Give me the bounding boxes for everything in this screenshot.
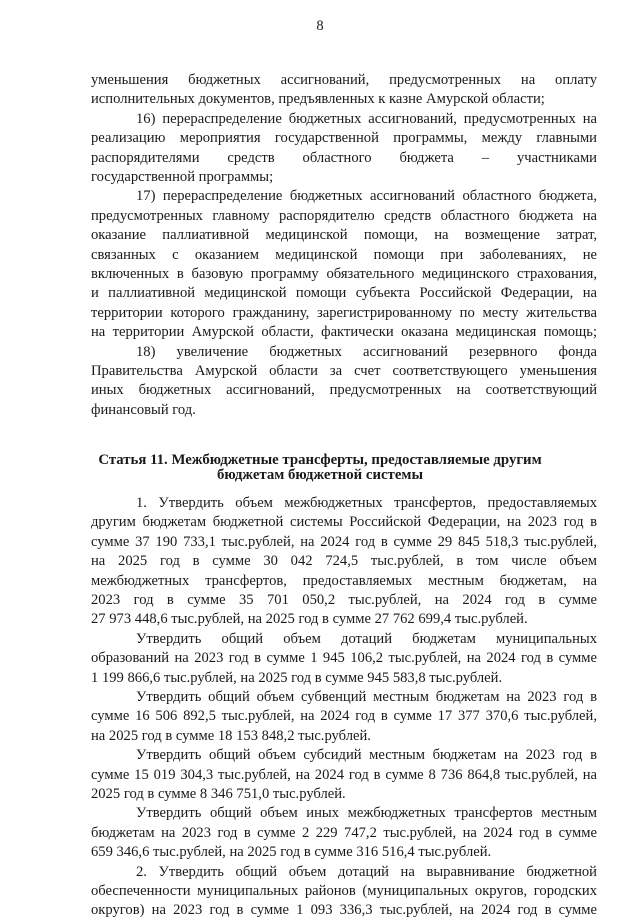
text-line: на 2025 год в сумме 18 153 848,2 тыс.рублей. — [91, 727, 371, 744]
text-line: межбюджетных трансфертов, предоставляемых местным бюджетам, на — [91, 572, 597, 589]
text-line: 18) увеличение бюджетных ассигнований резервного фонда — [136, 343, 597, 360]
text-line: бюджетам на 2023 год в сумме 2 229 747,2 тыс.рублей, на 2024 год в сумме — [91, 824, 597, 841]
text-line: Правительства Амурской области за счет соответствующего уменьшения — [91, 363, 597, 379]
text-line: сумме 37 190 733,1 тыс.рублей, на 2024 год в сумме 29 845 518,3 тыс.рублей, — [91, 533, 597, 550]
text-line: распорядителями средств областного бюджета – участниками — [91, 149, 597, 166]
text-line: оказание паллиативной медицинской помощи, на возмещение затрат, — [91, 227, 597, 244]
text-line: 1 199 866,6 тыс.рублей, на 2025 год в сумме 945 583,8 тыс.рублей. — [91, 669, 503, 686]
text-line: 17) перераспределение бюджетных ассигнований областного бюджета, — [136, 188, 597, 205]
text-line: Утвердить общий объем иных межбюджетных трансфертов местным — [136, 805, 597, 822]
text-line: реализацию мероприятия государственной программы, между главными — [91, 130, 597, 147]
text-line: и паллиативной медицинской помощи субъекта Российской Федерации, на — [91, 285, 597, 302]
text-line: исполнительных документов, предъявленных к казне Амурской области; — [91, 91, 545, 108]
article-title: Статья 11. Межбюджетные трансферты, предоставляемые другим — [98, 452, 542, 468]
text-line: 2. Утвердить общий объем дотаций на выравнивание бюджетной — [136, 863, 597, 880]
page-number: 8 — [316, 18, 324, 34]
text-line: уменьшения бюджетных ассигнований, предусмотренных на оплату — [91, 72, 597, 88]
text-line: 1. Утвердить объем межбюджетных трансфертов, предоставляемых — [136, 495, 597, 511]
text-line: округов) на 2023 год в сумме 1 093 336,3 тыс.рублей, на 2024 год в сумме — [91, 902, 597, 919]
text-line: Утвердить общий объем дотаций бюджетам муниципальных — [136, 630, 597, 647]
text-line: сумме 15 019 304,3 тыс.рублей, на 2024 год в сумме 8 736 864,8 тыс.рублей, на — [91, 766, 597, 783]
text-line: 2025 год в сумме 8 346 751,0 тыс.рублей. — [91, 786, 346, 802]
text-line: территории которого гражданину, зарегистрированному по месту жительства — [91, 304, 597, 321]
text-line: 16) перераспределение бюджетных ассигнований, предусмотренных на — [136, 110, 597, 127]
text-line: 27 973 448,6 тыс.рублей, на 2025 год в сумме 27 762 699,4 тыс.рублей. — [91, 611, 528, 628]
text-line: на 2025 год в сумме 30 042 724,5 тыс.рублей, в том числе объем — [91, 553, 597, 570]
text-line: сумме 16 506 892,5 тыс.рублей, на 2024 год в сумме 17 377 370,6 тыс.рублей, — [91, 708, 597, 725]
text-line: финансовый год. — [91, 401, 196, 418]
text-line: образований на 2023 год в сумме 1 945 106,2 тыс.рублей, на 2024 год в сумме — [91, 650, 597, 667]
text-line: на территории Амурской области, фактически оказана медицинская помощь; — [91, 324, 597, 341]
text-line: связанных с оказанием медицинской помощи при заболеваниях, не — [91, 246, 597, 263]
text-line: обеспеченности муниципальных районов (муниципальных округов, городских — [91, 883, 597, 899]
text-line: Утвердить общий объем субсидий местным бюджетам на 2023 год в — [136, 747, 597, 764]
text-line: другим бюджетам бюджетной системы Российской Федерации, на 2023 год в — [91, 514, 597, 531]
text-line: Утвердить общий объем субвенций местным бюджетам на 2023 год в — [136, 689, 597, 705]
text-line: предусмотренных главному распорядителю средств областного бюджета на — [91, 207, 597, 224]
text-line: включенных в базовую программу обязательного медицинского страхования, — [91, 266, 597, 282]
text-line: 2023 год в сумме 35 701 050,2 тыс.рублей, на 2024 год в сумме — [91, 592, 597, 608]
text-line: иных бюджетных ассигнований, предусмотренных на соответствующий — [91, 382, 597, 399]
text-line: государственной программы; — [91, 169, 274, 185]
article-title-continued: бюджетам бюджетной системы — [216, 467, 424, 483]
text-line: 659 346,6 тыс.рублей, на 2025 год в сумме 316 516,4 тыс.рублей. — [91, 844, 492, 861]
